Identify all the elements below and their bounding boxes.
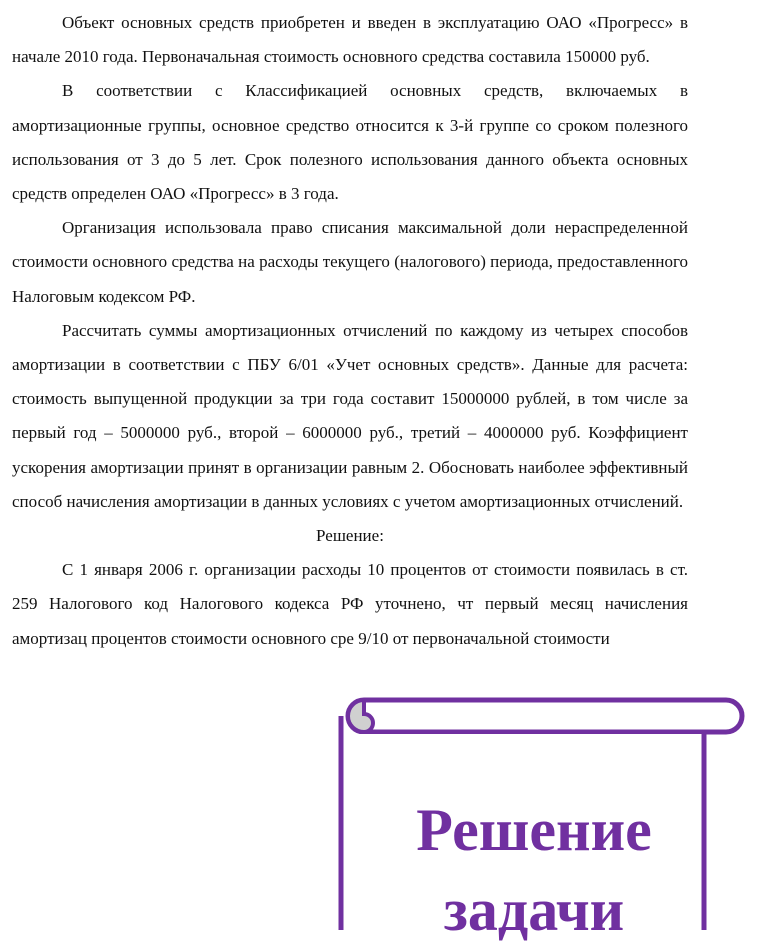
solution-paragraph: С 1 января 2006 г. организации расходы 10 процентов от стоимости появилась в ст. 259 Налогового код Налогового кодекса РФ уточнено, чт первый месяц начисления амортизац процентов стоимости основного сре 9/10 от первоначальной стоимости bbox=[12, 560, 688, 648]
paragraph-2: В соответствии с Классификацией основных средств, включаемых в амортизационные группы, основное средство относится к 3-й группе со сроком полезного использования от 3 до 5 лет. Срок полезного использования данного объекта основных средств определен ОАО «Прогресс» в 3 года. bbox=[12, 81, 688, 204]
paragraph-4: Рассчитать суммы амортизационных отчислений по каждому из четырех способов амортизации в соответствии с ПБУ 6/01 «Учет основных средств». Данные для расчета: стоимость выпущенной продукции за три года составит 15000000 рублей, в том числе за первый год – 5000000 руб., второй – 6000000 руб., третий – 4000000 руб. Коэффициент ускорения амортизации принят в организации равным 2. Обосновать наиболее эффективный способ начисления амортизации в данных условиях с учетом амортизационных отчислений. bbox=[12, 320, 688, 511]
document-body bbox=[12, 6, 688, 656]
scroll-banner bbox=[334, 694, 754, 943]
paragraph-1: Объект основных средств приобретен и введен в эксплуатацию ОАО «Прогресс» в начале 2010 года. Первоначальная стоимость основного средства составила 150000 руб. bbox=[12, 13, 688, 67]
paragraph-3: Организация использовала право списания максимальной доли нераспределенной стоимости основного средства на расходы текущего (налогового) периода, предоставленного Налоговым кодексом РФ. bbox=[12, 218, 688, 306]
banner-title: Решение задачи bbox=[416, 797, 652, 943]
solution-heading: Решение: bbox=[316, 526, 384, 546]
